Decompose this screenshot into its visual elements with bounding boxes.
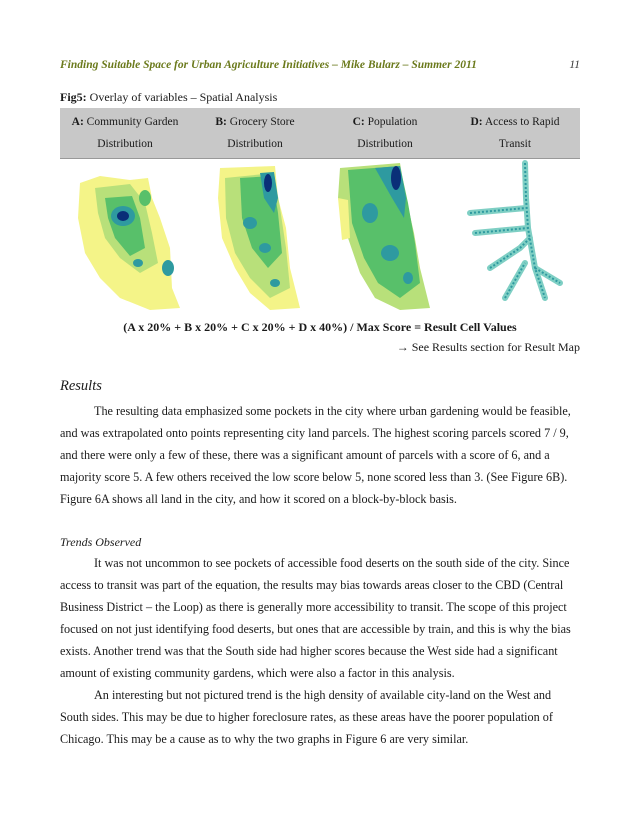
column-header-a — [60, 108, 190, 159]
page-number: 11 — [569, 59, 580, 71]
trends-heading: Trends Observed — [60, 535, 142, 549]
see-results-note: → See Results section for Result Map — [396, 340, 580, 354]
trends-paragraph-2: An interesting but not pictured trend is the high density of available city-land on the West and South sides. This may be due to higher foreclosure rates, as these areas have the poorer population of Chicago. This may be a cause as to why the two graphs in Figure 6 are very similar. — [60, 688, 553, 746]
variables-table — [60, 108, 580, 159]
map-panels — [60, 158, 580, 318]
column-header-c — [320, 108, 450, 159]
column-title: Access to Rapid — [482, 116, 560, 128]
column-subtitle: Transit — [498, 138, 532, 150]
figure-caption — [60, 90, 277, 105]
column-subtitle: Distribution — [97, 138, 153, 150]
column-letter: D: — [470, 116, 483, 128]
column-header-b — [190, 108, 320, 159]
trends-paragraph-1: It was not uncommon to see pockets of accessible food deserts on the south side of the city. Since access to transit was part of the equation, the results may bias towards areas closer to the CBD (Central Business District – the Loop) as there is generally more accessibility to transit. The scope of this project focused on not just identifying food deserts, but ones that are accessible by train, and this is why the bias exists. Another trend was that the South side had higher scores because the West side had a significant amount of existing community gardens, which were also a factor in this analysis. — [60, 556, 571, 680]
column-subtitle: Distribution — [357, 138, 413, 150]
column-title: Population — [364, 116, 418, 128]
results-heading: Results — [60, 378, 102, 394]
map-grocery-store — [190, 158, 320, 318]
column-letter: C: — [352, 116, 365, 128]
map-rapid-transit — [450, 158, 580, 318]
column-title: Community Garden — [83, 116, 179, 128]
results-paragraph — [60, 400, 580, 510]
formula: (A x 20% + B x 20% + C x 20% + D x 40%) / Max Score = Result Cell Values — [123, 320, 517, 334]
running-header — [60, 59, 580, 71]
figure-caption-text: Overlay of variables – Spatial Analysis — [86, 90, 278, 104]
column-header-d — [450, 108, 580, 159]
results-text: The resulting data emphasized some pockets in the city where urban gardening would be feasible, and was extrapolated onto points representing city land parcels. The highest scoring parcels scored 7 / 9, and there were only a few of these, there was a significant amount of parcels with a score of 6, and a majority score 5. A few others received the low score below 5, none scored less than 3. (See Figure 6B). Figure 6A shows all land in the city, and how it scored on a block-by-block basis. — [60, 404, 571, 506]
running-title: Finding Suitable Space for Urban Agriculture Initiatives – Mike Bularz – Summer 2011 — [60, 59, 477, 71]
column-letter: A: — [71, 116, 84, 128]
column-title: Grocery Store — [226, 116, 295, 128]
figure-label: Fig5: — [60, 90, 87, 104]
map-population — [320, 158, 450, 318]
map-community-garden — [60, 158, 190, 318]
column-subtitle: Distribution — [227, 138, 283, 150]
trends-section — [60, 552, 580, 750]
column-letter: B: — [215, 116, 227, 128]
